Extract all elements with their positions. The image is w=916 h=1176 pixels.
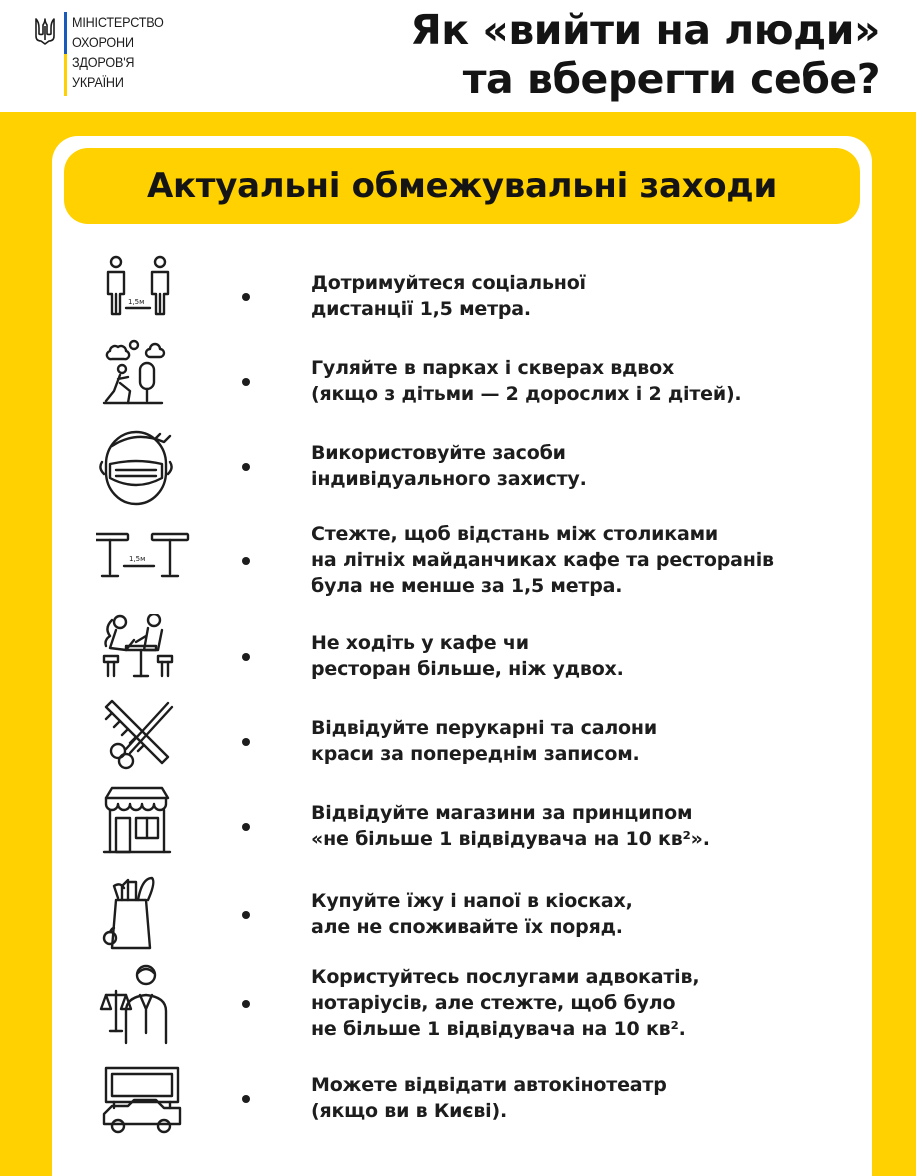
ministry-name-line: ОХОРОНИ <box>72 34 134 50</box>
item-text <box>311 961 871 1045</box>
bullet <box>242 653 250 661</box>
item-text-line: «не більше 1 відвідувача на 10 кв²». <box>311 828 710 850</box>
item-text-line: дистанції 1,5 метра. <box>311 298 531 320</box>
header <box>0 0 916 112</box>
item-text <box>311 1056 871 1140</box>
list-item <box>96 254 836 338</box>
item-text-line: Відвідуйте магазини за принципом <box>311 802 693 824</box>
item-text-line: Не ходіть у кафе чи <box>311 632 529 654</box>
item-text <box>311 254 871 338</box>
item-text-line: Можете відвідати автокінотеатр <box>311 1074 667 1096</box>
scissors-comb-icon <box>96 699 192 783</box>
item-text <box>311 872 871 956</box>
item-text-line: Стежте, щоб відстань між столиками <box>311 523 719 545</box>
list-item <box>96 424 836 508</box>
cafe-couple-icon <box>96 614 192 698</box>
list-item <box>96 961 836 1045</box>
drive-in-cinema-icon <box>96 1056 192 1140</box>
distance-label: 1,5м <box>129 555 146 563</box>
ministry-name <box>72 12 164 92</box>
list-item <box>96 1056 836 1140</box>
logo-flag-bar <box>64 12 67 96</box>
ministry-name-line: ЗДОРОВ'Я <box>72 54 135 70</box>
item-text-line: Гуляйте в парках і скверах вдвох <box>311 357 674 379</box>
list-item <box>96 339 836 423</box>
bullet <box>242 463 250 471</box>
cafe-tables-icon <box>96 518 192 602</box>
item-text-line: на літніх майданчиках кафе та ресторанів <box>311 549 774 571</box>
social-distance-icon <box>96 254 192 338</box>
bullet <box>242 293 250 301</box>
bullet <box>242 823 250 831</box>
item-text-line: Користуйтесь послугами адвокатів, <box>311 966 700 988</box>
item-text-line: Купуйте їжу і напої в кіосках, <box>311 890 633 912</box>
page-title <box>410 6 880 104</box>
lawyer-icon <box>96 961 192 1045</box>
face-mask-icon <box>96 424 192 508</box>
list-item <box>96 518 836 602</box>
page-title-line: Як «вийти на люди» <box>410 6 880 54</box>
item-text-line: (якщо ви в Києві). <box>311 1100 507 1122</box>
trident-icon <box>34 16 56 46</box>
page-title-line: та вберегти себе? <box>462 55 880 103</box>
item-text-line: ресторан більше, ніж удвох. <box>311 658 624 680</box>
item-text-line: краси за попереднім записом. <box>311 743 640 765</box>
item-text <box>311 784 871 868</box>
bullet <box>242 738 250 746</box>
bullet <box>242 378 250 386</box>
item-text-line: була не менше за 1,5 метра. <box>311 575 623 597</box>
item-text <box>311 339 871 423</box>
item-text <box>311 699 871 783</box>
list-item <box>96 614 836 698</box>
shop-icon <box>96 784 192 868</box>
item-text-line: Використовуйте засоби <box>311 442 566 464</box>
item-text-line: індивідуального захисту. <box>311 468 587 490</box>
item-text-line: Відвідуйте перукарні та салони <box>311 717 657 739</box>
bullet <box>242 1095 250 1103</box>
item-text-line: (якщо з дітьми — 2 дорослих і 2 дітей). <box>311 383 742 405</box>
item-text <box>311 518 871 602</box>
grocery-bag-icon <box>96 872 192 956</box>
item-text-line: нотаріусів, але стежте, щоб було <box>311 992 676 1014</box>
item-text <box>311 614 871 698</box>
bullet <box>242 911 250 919</box>
item-text-line: не більше 1 відвідувача на 10 кв². <box>311 1018 686 1040</box>
list-item <box>96 699 836 783</box>
section-title-banner <box>64 148 860 224</box>
ministry-logo <box>34 12 184 102</box>
list-item <box>96 872 836 956</box>
ministry-name-line: МІНІСТЕРСТВО <box>72 14 164 30</box>
item-text <box>311 424 871 508</box>
bullet <box>242 1000 250 1008</box>
bullet <box>242 557 250 565</box>
list-item <box>96 784 836 868</box>
distance-label: 1,5м <box>128 298 145 306</box>
item-text-line: але не споживайте їх поряд. <box>311 916 623 938</box>
ministry-name-line: УКРАЇНИ <box>72 74 124 90</box>
item-text-line: Дотримуйтеся соціальної <box>311 272 586 294</box>
section-title: Актуальні обмежувальні заходи <box>147 166 777 206</box>
park-walk-icon <box>96 339 192 423</box>
